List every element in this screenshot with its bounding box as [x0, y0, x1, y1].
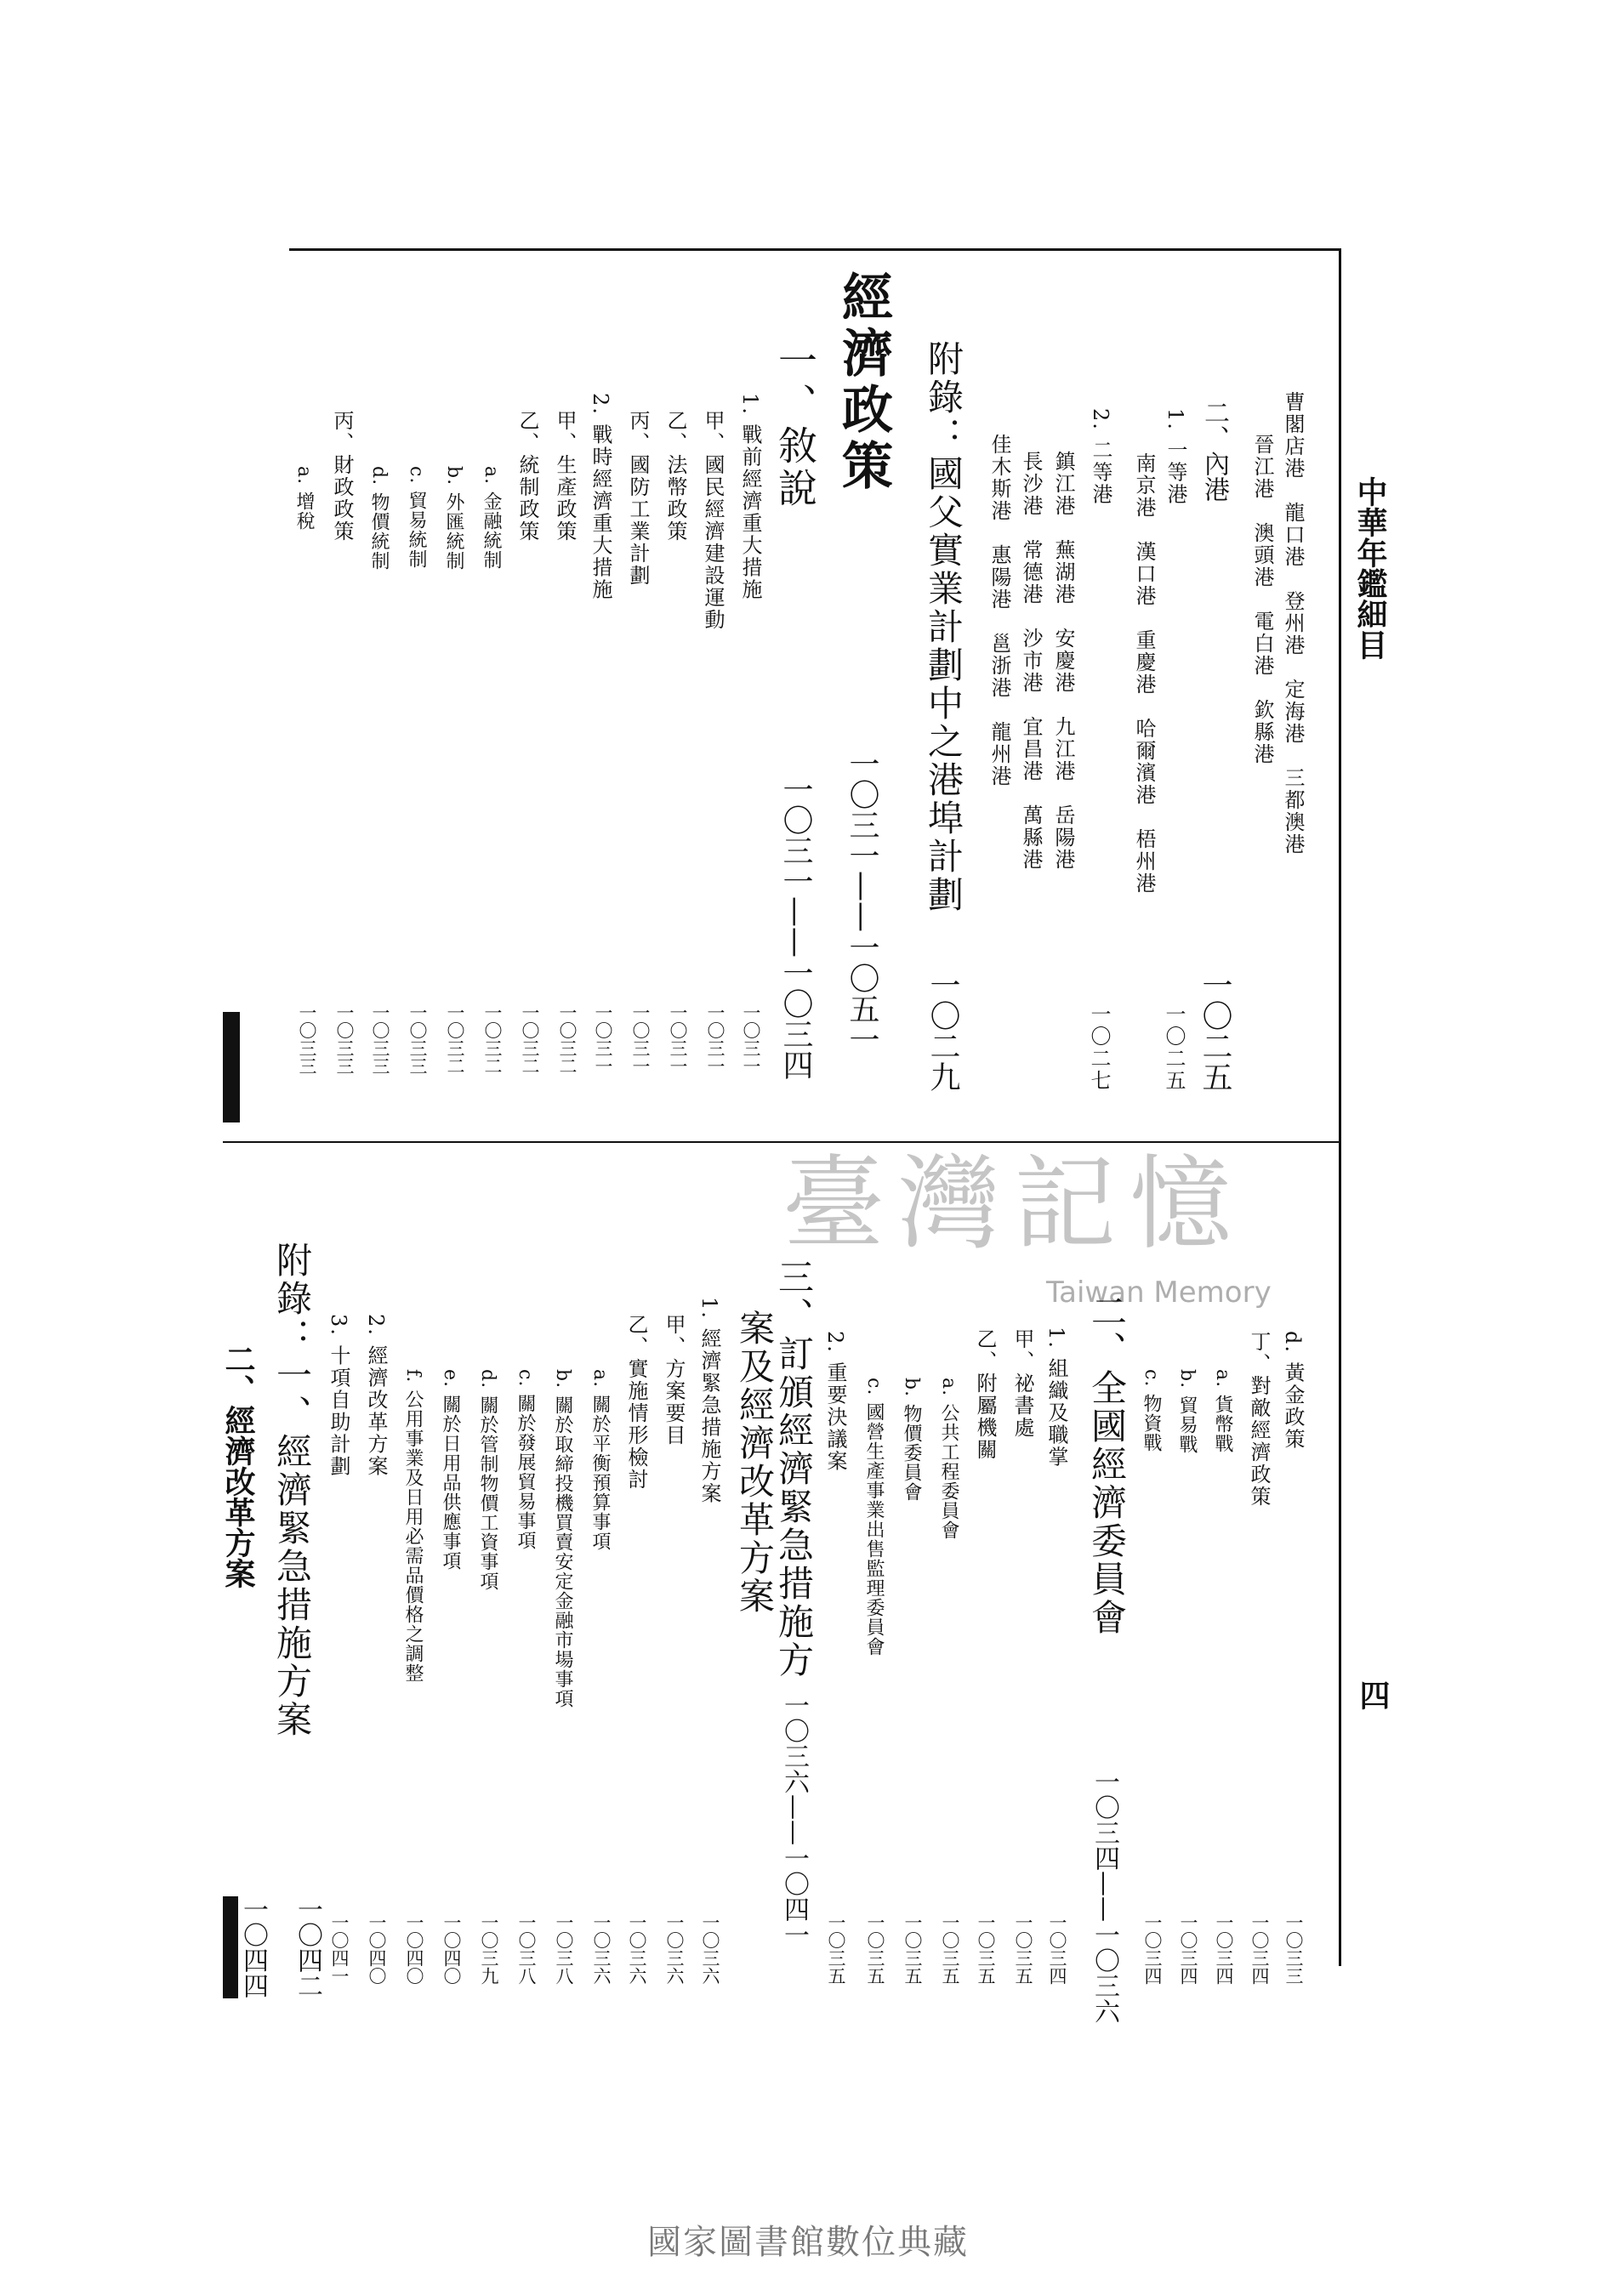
page-ref: 一〇三六: [700, 1913, 720, 1985]
toc-entry: 甲、祕書處: [1010, 1328, 1034, 1439]
footer-credit: 國家圖書館數位典藏: [647, 2223, 969, 2262]
toc-entry: 1. 經濟緊急措施方案: [697, 1297, 721, 1505]
toc-entry: b. 外匯統制: [443, 466, 464, 571]
appendix-heading: 附錄：國父實業計劃中之港埠計劃: [923, 340, 964, 914]
page-ref: 一〇三四: [1249, 1913, 1270, 1985]
toc-entry: 乙、實施情形檢討: [624, 1314, 648, 1491]
toc-entry: a. 增稅: [293, 466, 315, 531]
page-ref: 一〇三二: [445, 1003, 465, 1075]
section-heading: 案及經濟改革方案: [734, 1310, 776, 1616]
appendix-heading: 附錄：一、經濟緊急措施方案: [271, 1242, 313, 1739]
toc-entry: 丙、財政政策: [330, 410, 354, 543]
toc-entry: 鎮江港 蕪湖港 安慶港 九江港 岳陽港: [1051, 451, 1075, 871]
page-ref: 一〇三六: [664, 1913, 685, 1985]
toc-entry: a. 關於平衡預算事項: [589, 1369, 611, 1552]
toc-entry: 2. 二等港: [1089, 408, 1112, 506]
toc-entry: 3. 十項自助計劃: [327, 1314, 350, 1478]
toc-entry: 2. 戰時經濟重大措施: [589, 393, 612, 601]
right-border: [1339, 248, 1341, 1966]
toc-entry: b. 關於取締投機買賣安定金融市場事項: [552, 1369, 573, 1709]
top-border: [289, 248, 1340, 251]
page-ref: 一〇三三: [407, 1003, 428, 1075]
toc-entry: 1. 一等港: [1164, 408, 1187, 506]
page-ref: 一〇三五: [1013, 1913, 1033, 1985]
page-ref: 一〇三二: [520, 1003, 540, 1075]
section-heading: 三、訂頒經濟緊急措施方: [773, 1259, 815, 1679]
toc-entry: 丙、國防工業計劃: [626, 410, 650, 587]
page-ref: 一〇三五: [940, 1913, 960, 1985]
toc-entry: 佳木斯港 惠陽港 邕浙港 龍州港: [987, 434, 1011, 787]
page-number: 四: [1355, 1679, 1391, 1710]
page-ref: 一〇三一——一〇三四: [778, 774, 813, 1080]
toc-entry: e. 關於日用品供應事項: [440, 1369, 461, 1571]
section-heading: 二、內港: [1199, 400, 1229, 502]
page-ref: 一〇二九: [925, 969, 960, 1092]
page-ref: 一〇三二: [482, 1003, 503, 1075]
toc-entry: 2. 重要決議案: [823, 1331, 847, 1473]
page-ref: 一〇二七: [1087, 1003, 1111, 1092]
toc-entry: 1. 組織及職掌: [1044, 1327, 1068, 1469]
toc-entry: 乙、附屬機關: [973, 1328, 997, 1461]
toc-entry: 南京港 漢口港 重慶港 哈爾濱港 梧州港: [1132, 452, 1156, 895]
toc-entry: 長沙港 常德港 沙市港 宜昌港 萬縣港: [1019, 451, 1043, 871]
page-ref: 一〇三五: [902, 1913, 923, 1985]
chapter-title: 經濟政策: [834, 270, 893, 495]
toc-entry: d. 物價統制: [368, 466, 390, 571]
appendix-heading: 二、經濟改革方案: [220, 1344, 256, 1588]
toc-entry: 甲、生產政策: [553, 410, 577, 543]
page-ref: 一〇四一: [329, 1913, 350, 1985]
toc-entry: 2. 經濟改革方案: [364, 1314, 388, 1478]
page-ref: 一〇三一——一〇五一: [845, 748, 879, 1054]
page-ref: 一〇三六: [627, 1913, 647, 1985]
page-ref: 一〇三六: [591, 1913, 612, 1985]
page-ref: 一〇三四: [1214, 1913, 1234, 1985]
toc-entry: a. 公共工程委員會: [938, 1378, 959, 1541]
toc-entry: 丁、對敵經濟政策: [1247, 1331, 1271, 1508]
toc-entry: 乙、統制政策: [515, 410, 539, 543]
toc-entry: 乙、法幣政策: [663, 410, 687, 543]
page-ref: 一〇三四——一〇三六: [1090, 1769, 1119, 2024]
page-ref: 一〇三一: [630, 1003, 651, 1075]
toc-entry: d. 關於管制物價工資事項: [477, 1369, 498, 1592]
toc-entry: b. 物價委員會: [901, 1378, 922, 1503]
page-ref: 一〇三一: [593, 1003, 613, 1075]
page-ref: 一〇三一: [741, 1003, 761, 1075]
page-ref: 一〇四〇: [441, 1913, 462, 1985]
page-ref: 一〇三三: [370, 1003, 390, 1075]
page-ref: 一〇二五: [1198, 969, 1232, 1092]
toc-entry: f. 公用事業及日用必需品價格之調整: [402, 1369, 424, 1684]
scan-mark-lower: [223, 1896, 238, 1998]
toc-entry: 晉江港 澳頭港 電白港 欽縣港: [1250, 434, 1274, 765]
page-ref: 一〇四〇: [367, 1913, 387, 1985]
page-ref: 一〇二五: [1162, 1003, 1186, 1092]
toc-entry: d. 黃金政策: [1281, 1331, 1305, 1451]
scan-mark-upper: [223, 1012, 240, 1122]
watermark-text: Taiwan Memory: [1046, 1276, 1272, 1310]
page-ref: 一〇四二: [293, 1896, 322, 1998]
page-ref: 一〇三四: [1047, 1913, 1067, 1985]
page-ref: 一〇四四: [238, 1896, 268, 1998]
section-heading: 一、敘說: [772, 340, 818, 510]
toc-entry: 甲、方案要目: [662, 1314, 686, 1446]
page-ref: 一〇三九: [479, 1913, 499, 1985]
page-ref: 一〇三八: [516, 1913, 537, 1985]
section-heading: 二、全國經濟委員會: [1086, 1293, 1128, 1637]
toc-entry: a. 金融統制: [481, 466, 502, 571]
page-ref: 一〇三三: [1283, 1913, 1304, 1985]
toc-entry: c. 關於發展貿易事項: [515, 1369, 536, 1551]
toc-entry: 甲、國民經濟建設運動: [701, 410, 725, 631]
page-ref: 一〇三四: [1142, 1913, 1163, 1985]
page-ref: 一〇三一: [668, 1003, 688, 1075]
page-ref: 一〇三三: [297, 1003, 317, 1075]
page-ref: 一〇三五: [865, 1913, 885, 1985]
toc-entry: c. 國營生產事業出售監理委員會: [863, 1378, 885, 1657]
page-ref: 一〇四〇: [404, 1913, 424, 1985]
toc-entry: 曹閣店港 龍口港 登州港 定海港 三都澳港: [1281, 391, 1305, 855]
page-ref: 一〇三三: [334, 1003, 355, 1075]
toc-entry: c. 物資戰: [1141, 1369, 1162, 1453]
page-ref: 一〇三五: [826, 1913, 846, 1985]
page-ref: 一〇三一: [705, 1003, 725, 1075]
page-ref: 一〇三五: [976, 1913, 996, 1985]
toc-entry: c. 貿易統制: [406, 466, 427, 570]
page-ref: 一〇三四: [1178, 1913, 1198, 1985]
toc-entry: a. 貨幣戰: [1212, 1369, 1233, 1454]
page-ref: 一〇三二: [557, 1003, 578, 1075]
page-ref: 一〇三六——一〇四一: [779, 1692, 809, 1947]
toc-entry: b. 貿易戰: [1176, 1369, 1198, 1455]
header-title: 中華年鑑細目: [1352, 476, 1388, 660]
toc-entry: 1. 戰前經濟重大措施: [738, 393, 762, 601]
watermark-logo: 臺灣記憶: [782, 1145, 1245, 1264]
page-ref: 一〇三八: [554, 1913, 574, 1985]
